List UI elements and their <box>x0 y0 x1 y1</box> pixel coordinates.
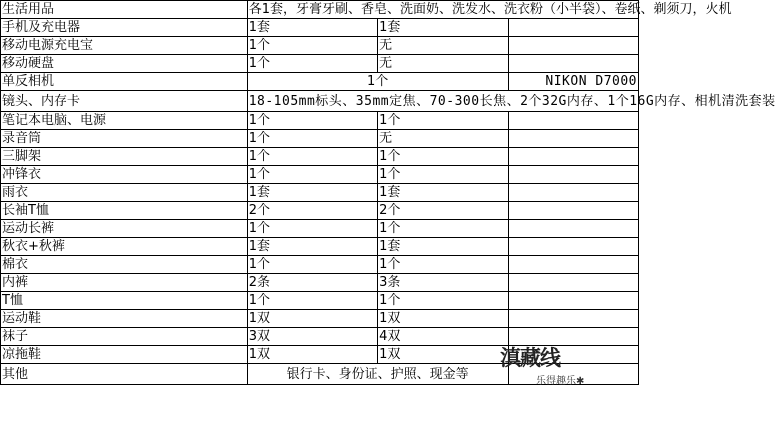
item-cell[interactable]: 移动硬盘 <box>1 55 248 73</box>
item-cell[interactable]: T恤 <box>1 292 248 310</box>
qty-a-cell[interactable]: 2个 <box>247 202 377 220</box>
table-row <box>1 55 639 73</box>
table-row <box>1 1 639 19</box>
qty-b-cell[interactable]: 1个 <box>378 148 508 166</box>
item-cell[interactable]: 内裤 <box>1 274 248 292</box>
table-row <box>1 310 639 328</box>
qty-b-cell[interactable]: 2个 <box>378 202 508 220</box>
table-row <box>1 166 639 184</box>
qty-merged-cell[interactable]: 1个 <box>247 73 508 91</box>
item-cell[interactable]: 生活用品 <box>1 1 248 19</box>
qty-b-cell[interactable]: 1个 <box>378 220 508 238</box>
qty-a-cell[interactable]: 1双 <box>247 310 377 328</box>
qty-b-cell[interactable]: 1个 <box>378 166 508 184</box>
qty-b-cell[interactable]: 无 <box>378 130 508 148</box>
table-row <box>1 256 639 274</box>
watermark-logo <box>500 342 585 390</box>
qty-b-cell[interactable]: 3条 <box>378 274 508 292</box>
qty-b-cell[interactable]: 4双 <box>378 328 508 346</box>
item-cell[interactable]: 袜子 <box>1 328 248 346</box>
item-cell[interactable]: 冲锋衣 <box>1 166 248 184</box>
item-cell[interactable]: 镜头、内存卡 <box>1 91 248 112</box>
qty-a-cell[interactable]: 1个 <box>247 148 377 166</box>
qty-a-cell[interactable]: 1套 <box>247 184 377 202</box>
item-cell[interactable]: 其他 <box>1 364 248 385</box>
qty-b-cell[interactable]: 1套 <box>378 184 508 202</box>
detail-cell[interactable]: 各1套，牙膏牙刷、香皂、洗面奶、洗发水、洗衣粉（小半袋）、卷纸、剃须刀，火机 <box>248 2 732 17</box>
watermark-sub-text: 乐得趣乐 <box>536 376 576 387</box>
qty-a-cell[interactable]: 1个 <box>247 166 377 184</box>
note-cell[interactable] <box>508 19 638 37</box>
note-cell[interactable] <box>508 184 638 202</box>
item-cell[interactable]: 运动鞋 <box>1 310 248 328</box>
note-cell[interactable] <box>508 130 638 148</box>
qty-b-cell[interactable]: 无 <box>378 55 508 73</box>
table-row <box>1 19 639 37</box>
qty-a-cell[interactable]: 1套 <box>247 19 377 37</box>
item-cell[interactable]: 笔记本电脑、电源 <box>1 112 248 130</box>
note-cell[interactable] <box>508 112 638 130</box>
detail-cell[interactable]: 18-105mm标头、35mm定焦、70-300长焦、2个32G内存、1个16G内存、相机清洗套装 <box>247 91 638 112</box>
item-cell[interactable]: 三脚架 <box>1 148 248 166</box>
item-cell[interactable]: 录音筒 <box>1 130 248 148</box>
note-cell[interactable] <box>508 256 638 274</box>
note-cell[interactable] <box>508 202 638 220</box>
qty-a-cell[interactable]: 1个 <box>247 37 377 55</box>
qty-b-cell[interactable]: 1个 <box>378 112 508 130</box>
table-row <box>1 220 639 238</box>
note-cell[interactable] <box>508 55 638 73</box>
table-row <box>1 274 639 292</box>
note-cell[interactable] <box>508 274 638 292</box>
table-row <box>1 73 639 91</box>
star-icon: ✱ <box>576 376 585 387</box>
qty-b-cell[interactable]: 1双 <box>378 346 508 364</box>
qty-a-cell[interactable]: 1个 <box>247 112 377 130</box>
note-cell[interactable] <box>508 220 638 238</box>
note-cell[interactable]: NIKON D7000 <box>508 73 638 91</box>
note-cell[interactable] <box>508 310 638 328</box>
qty-b-cell[interactable]: 1套 <box>378 19 508 37</box>
qty-b-cell[interactable]: 1个 <box>378 256 508 274</box>
item-cell[interactable]: 雨衣 <box>1 184 248 202</box>
table-row <box>1 112 639 130</box>
table-row <box>1 184 639 202</box>
table-row <box>1 202 639 220</box>
table-row <box>1 130 639 148</box>
item-cell[interactable]: 手机及充电器 <box>1 19 248 37</box>
item-cell[interactable]: 长袖T恤 <box>1 202 248 220</box>
table-row <box>1 91 639 112</box>
qty-a-cell[interactable]: 1个 <box>247 55 377 73</box>
item-cell[interactable]: 移动电源充电宝 <box>1 37 248 55</box>
item-cell[interactable]: 棉衣 <box>1 256 248 274</box>
qty-a-cell[interactable]: 1套 <box>247 238 377 256</box>
detail-cell[interactable]: 银行卡、身份证、护照、现金等 <box>247 364 508 385</box>
qty-a-cell[interactable]: 1双 <box>247 346 377 364</box>
item-cell[interactable]: 单反相机 <box>1 73 248 91</box>
table-row <box>1 238 639 256</box>
item-cell[interactable]: 凉拖鞋 <box>1 346 248 364</box>
qty-a-cell[interactable]: 1个 <box>247 292 377 310</box>
qty-a-cell[interactable]: 2条 <box>247 274 377 292</box>
note-cell[interactable] <box>508 166 638 184</box>
note-cell[interactable] <box>508 148 638 166</box>
qty-a-cell[interactable]: 3双 <box>247 328 377 346</box>
item-cell[interactable]: 秋衣+秋裤 <box>1 238 248 256</box>
qty-a-cell[interactable]: 1个 <box>247 256 377 274</box>
watermark-subtitle <box>536 372 584 387</box>
table-row <box>1 37 639 55</box>
table-row <box>1 148 639 166</box>
qty-b-cell[interactable]: 1套 <box>378 238 508 256</box>
qty-b-cell[interactable]: 1双 <box>378 310 508 328</box>
table-row <box>1 292 639 310</box>
note-cell[interactable] <box>508 292 638 310</box>
qty-b-cell[interactable]: 1个 <box>378 292 508 310</box>
qty-b-cell[interactable]: 无 <box>378 37 508 55</box>
qty-a-cell[interactable]: 1个 <box>247 130 377 148</box>
note-cell[interactable] <box>508 238 638 256</box>
item-cell[interactable]: 运动长裤 <box>1 220 248 238</box>
note-cell[interactable] <box>508 37 638 55</box>
watermark-title: 滇藏线 <box>500 345 560 370</box>
qty-a-cell[interactable]: 1个 <box>247 220 377 238</box>
